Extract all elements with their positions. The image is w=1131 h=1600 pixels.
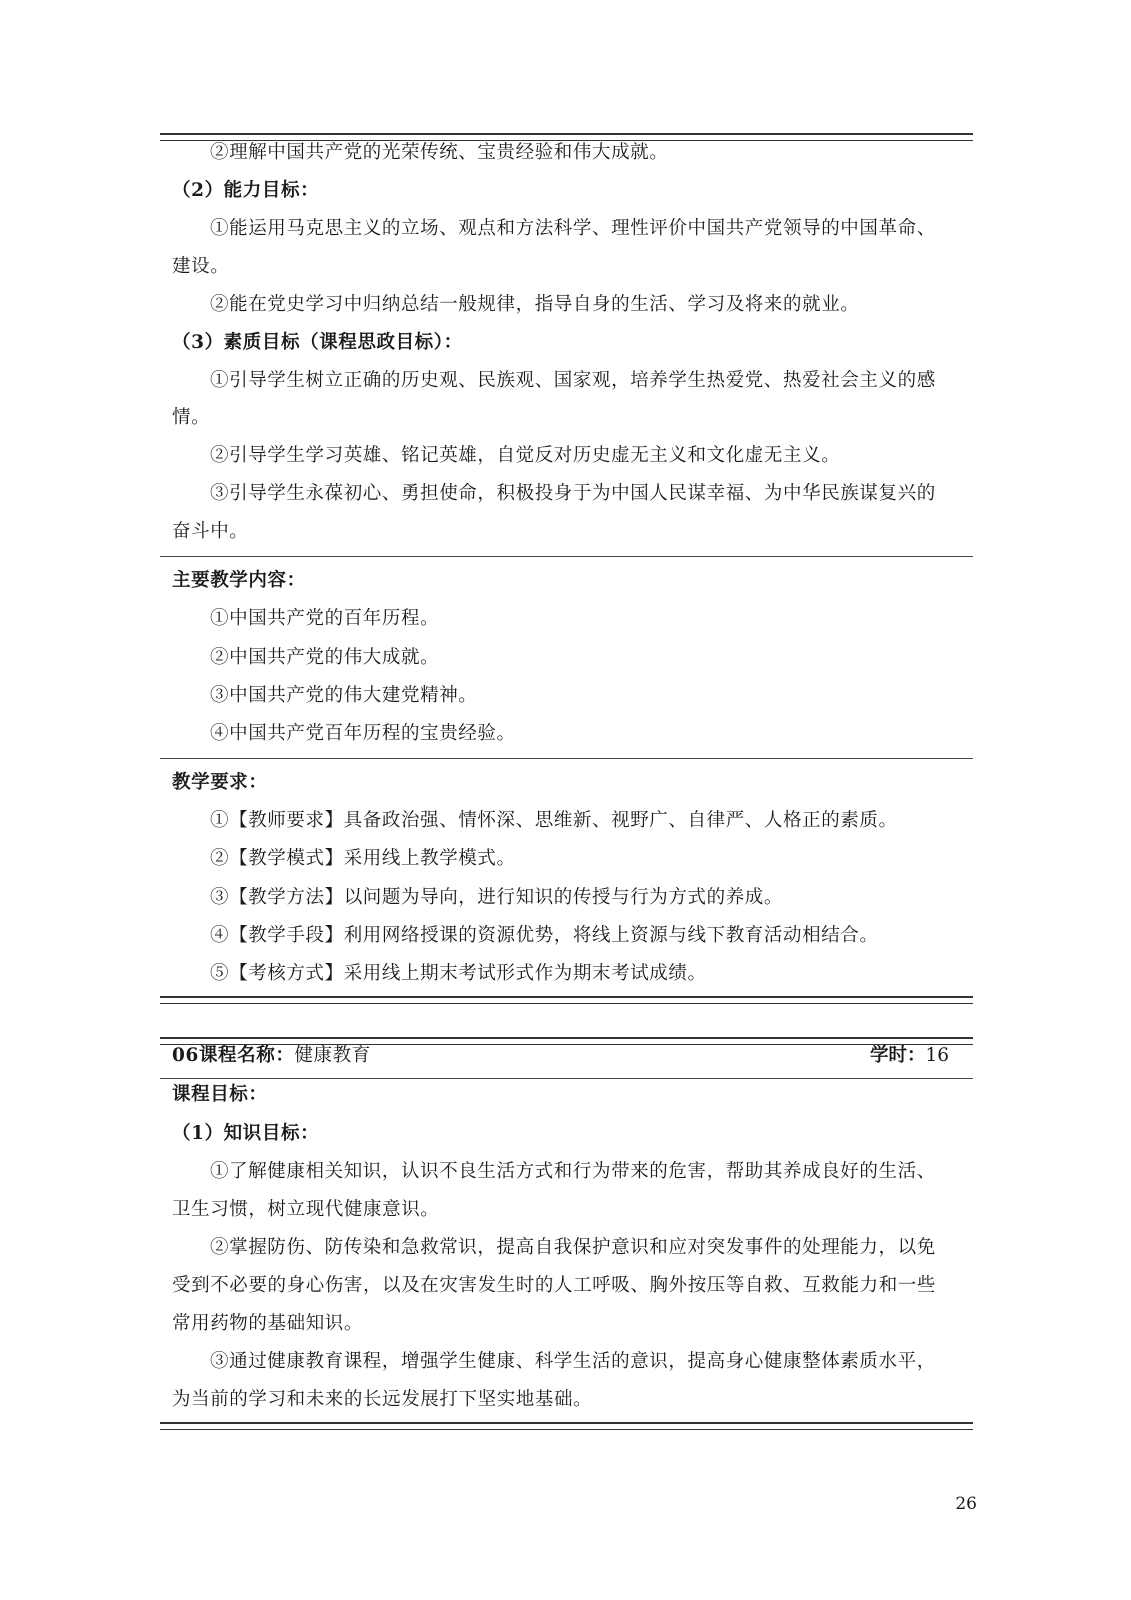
- content-item: ④中国共产党百年历程的宝贵经验。: [210, 723, 516, 744]
- content-item: ③中国共产党的伟大建党精神。: [210, 685, 478, 706]
- content-heading: 主要教学内容：: [172, 570, 306, 591]
- row-divider: [160, 758, 973, 759]
- content-item: ①中国共产党的百年历程。: [210, 608, 440, 629]
- knowledge-item-1-line-2: 卫生习惯，树立现代健康意识。: [172, 1199, 440, 1220]
- quality-item-2: ②引导学生学习英雄、铭记英雄，自觉反对历史虚无主义和文化虚无主义。: [210, 445, 841, 466]
- knowledge-item-2-line-3: 常用药物的基础知识。: [172, 1313, 364, 1334]
- table-bottom-border: [160, 996, 973, 1004]
- course-label: 06课程名称：: [172, 1045, 295, 1066]
- requirement-item: ⑤【考核方式】采用线上期末考试形式作为期末考试成绩。: [210, 963, 707, 984]
- knowledge-item-2-line-2: 受到不必要的身心伤害，以及在灾害发生时的人工呼吸、胸外按压等自救、互救能力和一些: [172, 1275, 937, 1296]
- knowledge-item-2: ②理解中国共产党的光荣传统、宝贵经验和伟大成就。: [210, 142, 669, 163]
- knowledge-item-2-line-1: ②掌握防伤、防传染和急救常识，提高自我保护意识和应对突发事件的处理能力，以免: [210, 1237, 936, 1258]
- quality-item-3-line-1: ③引导学生永葆初心、勇担使命，积极投身于为中国人民谋幸福、为中华民族谋复兴的: [210, 483, 936, 504]
- knowledge-item-1-line-1: ①了解健康相关知识，认识不良生活方式和行为带来的危害，帮助其养成良好的生活、: [210, 1161, 936, 1182]
- hours-value: 16: [925, 1045, 950, 1066]
- requirement-item: ③【教学方法】以问题为导向，进行知识的传授与行为方式的养成。: [210, 887, 784, 908]
- requirements-heading: 教学要求：: [172, 772, 268, 793]
- requirement-item: ②【教学模式】采用线上教学模式。: [210, 848, 516, 869]
- course-goal-heading: 课程目标：: [172, 1084, 268, 1105]
- knowledge-item-3-line-2: 为当前的学习和未来的长远发展打下坚实地基础。: [172, 1389, 593, 1410]
- quality-item-3-line-2: 奋斗中。: [172, 521, 249, 542]
- quality-item-1-line-2: 情。: [172, 407, 211, 428]
- content-item: ②中国共产党的伟大成就。: [210, 647, 440, 668]
- quality-item-1-line-1: ①引导学生树立正确的历史观、民族观、国家观，培养学生热爱党、热爱社会主义的感: [210, 370, 936, 391]
- quality-heading: （3）素质目标（课程思政目标）：: [172, 332, 463, 353]
- course-name: 健康教育: [294, 1045, 371, 1066]
- requirement-item: ①【教师要求】具备政治强、情怀深、思维新、视野广、自律严、人格正的素质。: [210, 810, 898, 831]
- page-number: 26: [955, 1494, 977, 1514]
- ability-item-2: ②能在党史学习中归纳总结一般规律，指导自身的生活、学习及将来的就业。: [210, 294, 860, 315]
- ability-item-1-line-1: ①能运用马克思主义的立场、观点和方法科学、理性评价中国共产党领导的中国革命、: [210, 218, 936, 239]
- knowledge-heading: （1）知识目标：: [172, 1123, 320, 1144]
- row-divider: [160, 1078, 973, 1079]
- course-hours: [870, 1043, 970, 1069]
- knowledge-item-3-line-1: ③通过健康教育课程，增强学生健康、科学生活的意识，提高身心健康整体素质水平，: [210, 1351, 936, 1372]
- ability-heading: （2）能力目标：: [172, 180, 320, 201]
- requirement-item: ④【教学手段】利用网络授课的资源优势，将线上资源与线下教育活动相结合。: [210, 925, 879, 946]
- hours-label: 学时：: [870, 1045, 926, 1066]
- course-title-row: [172, 1043, 962, 1069]
- row-divider: [160, 556, 973, 557]
- ability-item-1-line-2: 建设。: [172, 256, 230, 277]
- table-bottom-border: [160, 1422, 973, 1430]
